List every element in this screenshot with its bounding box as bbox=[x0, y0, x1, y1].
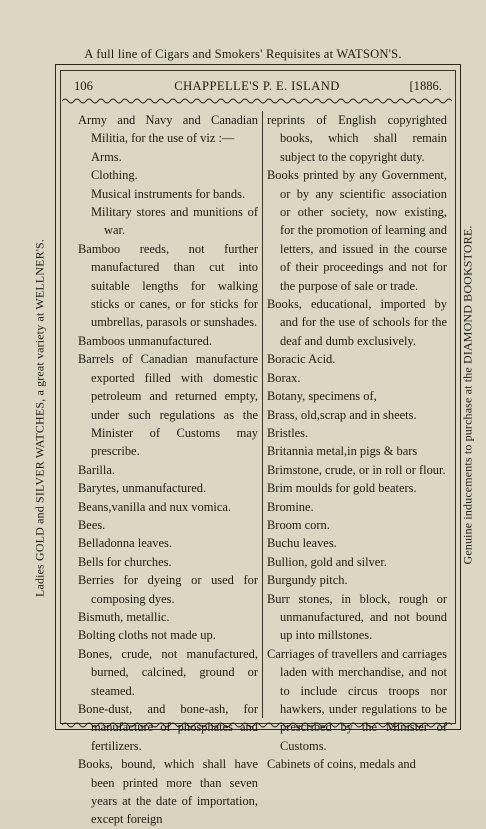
tariff-entry: Belladonna leaves. bbox=[78, 536, 172, 551]
left-margin-advertisement: Ladies GOLD and SILVER WATCHES, a great variety at WELLNER'S. bbox=[32, 238, 47, 598]
tariff-entry: Bismuth, metallic. bbox=[78, 609, 170, 624]
sub-entry: Clothing. bbox=[91, 168, 138, 183]
tariff-entry: Beans,vanilla and nux vomica. bbox=[78, 499, 232, 514]
right-margin-advertisement: Genuine inducements to purchase at the DIAMOND BOOKSTORE. bbox=[460, 225, 475, 565]
tariff-entry: Bristles. bbox=[267, 425, 309, 440]
tariff-entry: Carriages of travellers and carriages laden with merchandise, and not to include circus troops nor hawkers, under regulations to be prescribed by the Minister of Customs. bbox=[267, 646, 447, 753]
tariff-entry: Broom corn. bbox=[267, 517, 330, 532]
tariff-entry: Bamboo reeds, not further manufactured than cut into suitable lengths for walking sticks or canes, or for sticks for umbrellas, parasols or sunshades. bbox=[78, 241, 258, 330]
left-text-column bbox=[78, 111, 258, 829]
tariff-entry: Army and Navy and Canadian Militia, for the use of viz :— bbox=[78, 113, 258, 146]
tariff-entry: Books, educational, imported by and for the use of schools for the deaf and dumb exclusively. bbox=[267, 297, 447, 348]
sub-entry: Arms. bbox=[91, 149, 122, 164]
tariff-entry: Bamboos unmanufactured. bbox=[78, 333, 213, 348]
tariff-entry: Borax. bbox=[267, 370, 301, 385]
tariff-entry: Bromine. bbox=[267, 499, 314, 514]
tariff-entry: Brimstone, crude, or in roll or flour. bbox=[267, 462, 446, 477]
sub-entry: Musical instruments for bands. bbox=[91, 186, 246, 201]
tariff-entry: Barilla. bbox=[78, 462, 115, 477]
tariff-entry: Bullion, gold and silver. bbox=[267, 554, 387, 569]
tariff-entry: Britannia metal,in pigs & bars bbox=[267, 444, 418, 459]
tariff-entry: Books, bound, which shall have been printed more than seven years at the date of importation, except foreign bbox=[78, 757, 258, 827]
tariff-entry: Bolting cloths not made up. bbox=[78, 628, 216, 643]
tariff-entry: Bees. bbox=[78, 517, 106, 532]
tariff-entry: Buchu leaves. bbox=[267, 536, 337, 551]
tariff-entry: Bone-dust, and bone-ash, for manufacture of phosphates and fertilizers. bbox=[78, 702, 258, 753]
right-text-column bbox=[267, 111, 447, 774]
running-header bbox=[62, 79, 452, 97]
header-year: [1886. bbox=[409, 79, 442, 93]
tariff-entry: Burgundy pitch. bbox=[267, 573, 348, 588]
tariff-entry: Burr stones, in block, rough or unmanufactured, and not bound up into millstones. bbox=[267, 591, 447, 643]
tariff-entry: Berries for dyeing or used for composing dyes. bbox=[78, 573, 258, 606]
column-divider bbox=[262, 111, 263, 718]
top-advertisement: A full line of Cigars and Smokers' Requisites at WATSON'S. bbox=[84, 47, 402, 61]
page-number: 106 bbox=[74, 79, 93, 93]
tariff-entry: Brim moulds for gold beaters. bbox=[267, 481, 417, 496]
tariff-entry: Barrels of Canadian manufacture exported filled with domestic petroleum and returned empty, under such regulations as the Minister of Customs may prescribe. bbox=[78, 352, 258, 459]
tariff-entry: Bones, crude, not manufactured, burned, calcined, ground or steamed. bbox=[78, 646, 258, 698]
tariff-entry: Botany, specimens of, bbox=[267, 389, 377, 404]
tariff-entry: Barytes, unmanufactured. bbox=[78, 481, 207, 496]
tariff-entry: reprints of English copyrighted books, which shall remain subject to the copyright duty. bbox=[267, 113, 447, 164]
tariff-entry: Bells for churches. bbox=[78, 554, 172, 569]
tariff-entry: Books printed by any Government, or by any scientific association or other society, now existing, for the promotion of learning and letters, and issued in the course of their proceedings and not for the purpose of sale or trade. bbox=[267, 168, 447, 293]
tariff-entry: Cabinets of coins, medals and bbox=[267, 757, 416, 772]
sub-entry: Military stores and munitions of war. bbox=[91, 205, 258, 238]
header-wavy-rule bbox=[62, 97, 452, 105]
tariff-entry: Boracic Acid. bbox=[267, 352, 336, 367]
tariff-entry: Brass, old,scrap and in sheets. bbox=[267, 407, 417, 422]
running-title: CHAPPELLE'S P. E. ISLAND bbox=[174, 79, 340, 93]
